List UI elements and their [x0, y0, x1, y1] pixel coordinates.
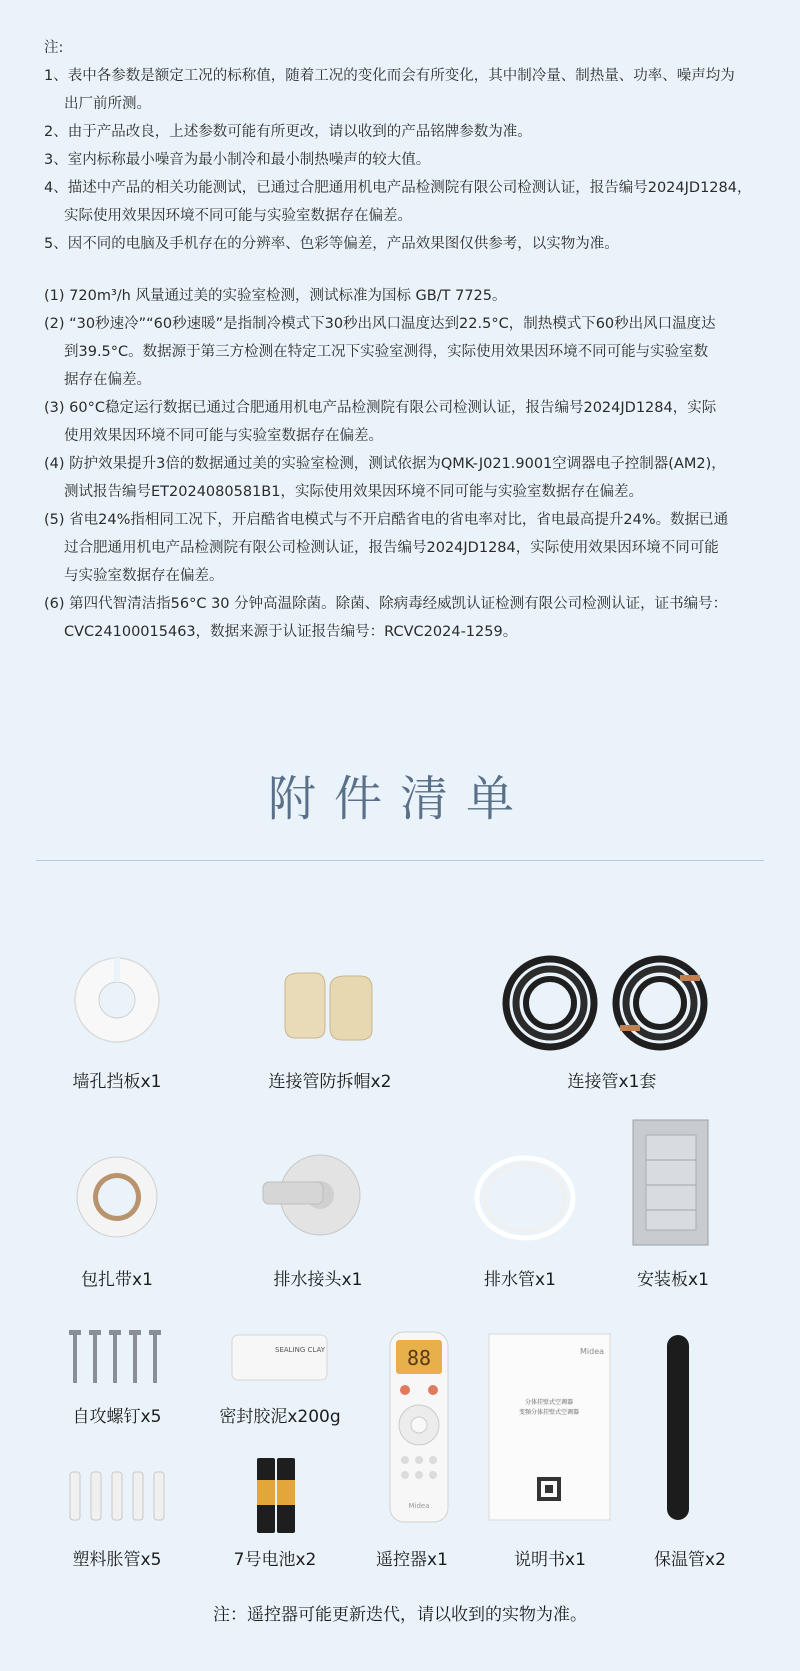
- footnote: (6) 第四代智清洁指56°C 30 分钟高温除菌。除菌、除病毒经威凯认证检测有限公司检测认证，证书编号：: [44, 596, 728, 612]
- remote-image: [388, 1330, 450, 1525]
- insulation-tube-image: [664, 1333, 692, 1523]
- remote-display-text: 88: [406, 1346, 432, 1370]
- mounting-plate-image: [628, 1115, 713, 1250]
- connecting-pipe-image: [500, 955, 730, 1050]
- footnote: (2) “30秒速冷”“60秒速暖”是指制冷模式下30秒出风口温度达到22.5°C，制热模式下60秒出风口温度达: [44, 316, 716, 332]
- accessory-label: 密封胶泥x200g: [219, 1407, 341, 1427]
- wall-plugs-image: [65, 1470, 175, 1525]
- wrapping-tape-image: [75, 1155, 160, 1240]
- divider: [36, 860, 764, 861]
- accessory-label: 墙孔挡板x1: [72, 1072, 162, 1092]
- footnote: (4) 防护效果提升3倍的数据通过美的实验室检测，测试依据为QMK-J021.9001空调器电子控制器(AM2)，: [44, 456, 726, 472]
- sealing-clay-text: SEALING CLAY: [275, 1346, 325, 1354]
- note-item: 5、因不同的电脑及手机存在的分辨率、色彩等偏差，产品效果图仅供参考，以实物为准。: [44, 236, 619, 252]
- drain-joint-image: [258, 1150, 368, 1240]
- accessory-label: 塑料胀管x5: [72, 1550, 162, 1570]
- footnote: 过合肥通用机电产品检测院有限公司检测认证，报告编号2024JD1284，实际使用效果因环境不同可能: [64, 540, 719, 556]
- accessory-label: 自攻螺钉x5: [72, 1407, 162, 1427]
- accessory-label: 保温管x2: [654, 1550, 726, 1570]
- manual-image: [487, 1332, 612, 1522]
- footnote: (3) 60°C稳定运行数据已通过合肥通用机电产品检测院有限公司检测认证，报告编号2024JD1284，实际: [44, 400, 717, 416]
- note-item: 2、由于产品改良，上述参数可能有所更改，请以收到的产品铭牌参数为准。: [44, 124, 532, 140]
- accessories-title: 附件清单: [267, 771, 532, 827]
- footnote: 据存在偏差。: [64, 372, 151, 388]
- footnote: (5) 省电24%指相同工况下，开启酷省电模式与不开启酷省电的省电率对比，省电最高提升24%。数据已通: [44, 512, 729, 528]
- footnote: 到39.5°C。数据源于第三方检测在特定工况下实验室测得，实际使用效果因环境不同可能与实验室数: [64, 344, 709, 360]
- manual-title-line1: 分体挂壁式空调器: [524, 1399, 574, 1406]
- accessory-label: 包扎带x1: [81, 1270, 153, 1290]
- footnote: 与实验室数据存在偏差。: [64, 568, 224, 584]
- wall-hole-cover-image: [72, 955, 162, 1045]
- drain-hose-image: [470, 1150, 580, 1245]
- battery-image: [255, 1455, 300, 1535]
- accessory-label: 安装板x1: [637, 1270, 709, 1290]
- note-item: 4、描述中产品的相关功能测试，已通过合肥通用机电产品检测院有限公司检测认证，报告编号2024JD1284，: [44, 180, 752, 196]
- accessory-label: 连接管防拆帽x2: [268, 1072, 392, 1092]
- sealing-clay-image: [230, 1330, 330, 1385]
- accessory-label: 7号电池x2: [233, 1550, 317, 1570]
- note-item: 3、室内标称最小噪音为最小制冷和最小制热噪声的较大值。: [44, 152, 431, 168]
- accessory-label: 连接管x1套: [567, 1072, 657, 1092]
- accessory-label: 说明书x1: [514, 1550, 586, 1570]
- footnote: (1) 720m³/h 风量通过美的实验室检测，测试标准为国标 GB/T 7725。: [44, 288, 507, 304]
- footnote: CVC24100015463，数据来源于认证报告编号：RCVC2024-1259。: [64, 624, 518, 640]
- manual-title-line2: 变频分体挂壁式空调器: [518, 1409, 580, 1416]
- screws-image: [62, 1328, 172, 1388]
- note-item: 1、表中各参数是额定工况的标称值，随着工况的变化而会有所变化，其中制冷量、制热量、功率、噪声均为: [44, 68, 735, 84]
- footnote: 使用效果因环境不同可能与实验室数据存在偏差。: [64, 428, 383, 444]
- accessory-label: 排水管x1: [484, 1270, 556, 1290]
- accessory-label: 排水接头x1: [273, 1270, 363, 1290]
- footnote: 测试报告编号ET2024080581B1，实际使用效果因环境不同可能与实验室数据存在偏差。: [64, 484, 643, 500]
- notes-section: [44, 34, 764, 646]
- accessory-label: 遥控器x1: [376, 1550, 448, 1570]
- remote-brand-text: Midea: [408, 1502, 430, 1510]
- note-item: 实际使用效果因环境不同可能与实验室数据存在偏差。: [64, 208, 412, 224]
- footer-note: 注：遥控器可能更新迭代，请以收到的实物为准。: [213, 1605, 587, 1625]
- note-item: 出厂前所测。: [64, 96, 151, 112]
- notes-header: 注:: [44, 40, 64, 56]
- manual-brand-text: Midea: [580, 1347, 605, 1356]
- pipe-cap-image: [280, 968, 380, 1043]
